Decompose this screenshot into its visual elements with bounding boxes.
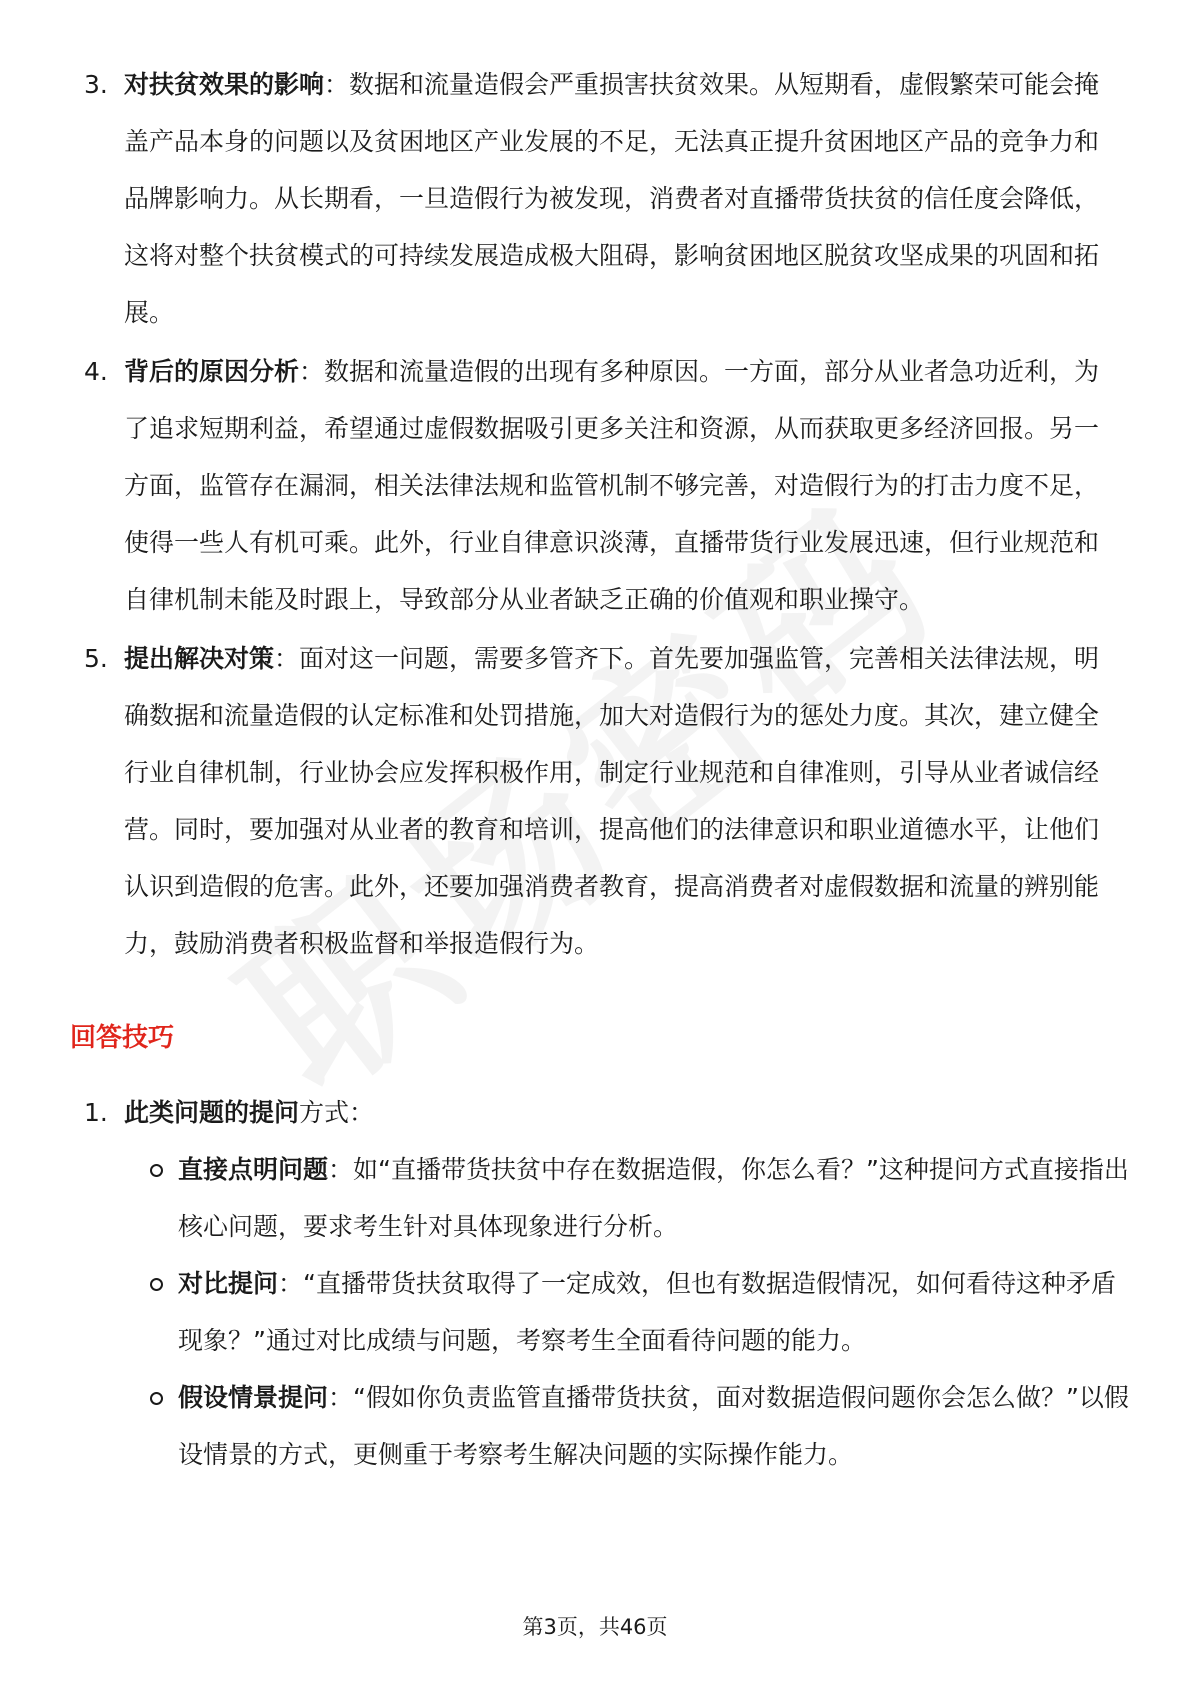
page-content — [0, 56, 1190, 1483]
sub-separator: ： — [328, 1155, 354, 1184]
circle-bullet-icon — [150, 1392, 163, 1405]
point-separator: ： — [274, 644, 300, 673]
point-number: 5. — [84, 644, 108, 673]
point-separator: ： — [324, 70, 350, 99]
point-text: 数据和流量造假会严重损害扶贫效果。从短期看，虚假繁荣可能会掩盖产品本身的问题以及贫困地区产业发展的不足，无法真正提升贫困地区产品的竞争力和品牌影响力。从长期看，一旦造假行为被发现，消费者对直播带货扶贫的信任度会降低，这将对整个扶贫模式的可持续发展造成极大阻碍，影响贫困地区脱贫攻坚成果的巩固和拓展。 — [124, 70, 1100, 327]
question-type-contrast — [0, 1255, 1190, 1369]
point-separator: ： — [299, 357, 325, 386]
point-title: 背后的原因分析 — [124, 357, 300, 386]
section-title-answer-tips: 回答技巧 — [70, 1023, 175, 1053]
analysis-points — [0, 56, 1190, 972]
sub-text: 如“直播带货扶贫中存在数据造假，你怎么看？”这种提问方式直接指出核心问题，要求考生针对具体现象进行分析。 — [178, 1155, 1129, 1241]
circle-bullet-icon — [150, 1164, 163, 1177]
point-number: 3. — [84, 70, 108, 99]
tips-list — [0, 1084, 1190, 1141]
page-number-footer: 第3页，共46页 — [522, 1615, 668, 1639]
point-text: 面对这一问题，需要多管齐下。首先要加强监管，完善相关法律法规，明确数据和流量造假的认定标准和处罚措施，加大对造假行为的惩处力度。其次，建立健全行业自律机制，行业协会应发挥积极作用，制定行业规范和自律准则，引导从业者诚信经营。同时，要加强对从业者的教育和培训，提高他们的法律意识和职业道德水平，让他们认识到造假的危害。此外，还要加强消费者教育，提高消费者对虚假数据和流量的辨别能力，鼓励消费者积极监督和举报造假行为。 — [124, 644, 1100, 958]
tip-title-rest: 方式： — [299, 1098, 375, 1127]
point-title: 对扶贫效果的影响 — [124, 70, 325, 99]
point-number: 4. — [84, 357, 108, 386]
question-type-direct — [0, 1141, 1190, 1255]
sub-text: “假如你负责监管直播带货扶贫，面对数据造假问题你会怎么做？”以假设情景的方式，更侧重于考察考生解决问题的实际操作能力。 — [178, 1383, 1129, 1469]
sub-separator: ： — [328, 1383, 354, 1412]
question-types — [0, 1141, 1190, 1483]
sub-title: 假设情景提问 — [178, 1383, 329, 1412]
question-type-hypothetical — [0, 1369, 1190, 1483]
sub-text: “直播带货扶贫取得了一定成效，但也有数据造假情况，如何看待这种矛盾现象？”通过对比成绩与问题，考察考生全面看待问题的能力。 — [178, 1269, 1116, 1355]
tip-1 — [0, 1084, 1190, 1141]
point-3 — [0, 56, 1190, 341]
sub-separator: ： — [278, 1269, 304, 1298]
point-4 — [0, 343, 1190, 628]
tip-number: 1. — [84, 1098, 108, 1127]
tip-title: 此类问题的提问 — [124, 1098, 300, 1127]
point-5 — [0, 630, 1190, 972]
sub-title: 直接点明问题 — [178, 1155, 329, 1184]
point-text: 数据和流量造假的出现有多种原因。一方面，部分从业者急功近利，为了追求短期利益，希望通过虚假数据吸引更多关注和资源，从而获取更多经济回报。另一方面，监管存在漏洞，相关法律法规和监管机制不够完善，对造假行为的打击力度不足，使得一些人有机可乘。此外，行业自律意识淡薄，直播带货行业发展迅速，但行业规范和自律机制未能及时跟上，导致部分从业者缺乏正确的价值观和职业操守。 — [124, 357, 1100, 614]
sub-title: 对比提问 — [178, 1269, 279, 1298]
circle-bullet-icon — [150, 1278, 163, 1291]
point-title: 提出解决对策 — [124, 644, 275, 673]
